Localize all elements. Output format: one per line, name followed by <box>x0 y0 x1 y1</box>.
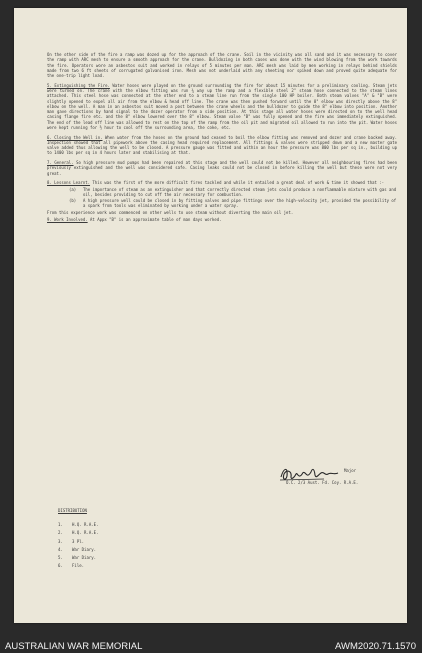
signature-unit: O.C. 2/3 Aust. Fd. Coy. R.A.E. <box>286 480 359 485</box>
caption-source: AUSTRALIAN WAR MEMORIAL <box>5 641 143 652</box>
heading-5: 5. Extinguishing the Fire. <box>47 82 110 88</box>
heading-8: 8. Lessons Learnt. <box>47 180 91 186</box>
document-body <box>47 52 397 227</box>
lesson-b <box>69 198 397 209</box>
list-item: 3. 3 Pl. <box>58 538 85 544</box>
list-item: 6. File. <box>58 563 85 569</box>
lesson-b-label: (b) <box>69 198 77 203</box>
paragraph-7: 7. General. So high pressure mud pumps had been repaired at this stage and the well could not be killed. However all neighbouring fires had been previously extinguished and the well was considered safe. Casing leaks could not be closed in before killing the well but these were not very great. <box>47 160 397 176</box>
list-item: 1. H.Q. R.A.E. <box>58 522 99 527</box>
signature-title: Major <box>344 468 357 473</box>
heading-9: 9. Work Involved. <box>47 216 88 222</box>
list-item: 5. War Diary. <box>58 555 97 561</box>
caption-id: AWM2020.71.1570 <box>335 641 416 652</box>
lesson-a-text: The importance of steam as an extinguisher and that correctly directed steam jets could produce a nonflammable mixture with gas and oil, besides providing to cut off the air necessary for combustion. <box>83 186 397 197</box>
paragraph-5: 5. Extinguishing the Fire. Water hoses were played on the ground surrounding the fire for about 15 minutes for a preliminary cooling. Steam jets were turned on. The crane with the elbow fitting was run ¾ way up the ramp and a flexible steel 2" steam hose connected to the steam lines attached. This steel hose was connected at the other end to a steam line run from the single 100 HP boiler. Both steam valves "A" & "B" were slightly opened to expel all air from the elbow & head off line. The crane was then pushed forward until the 8" elbow was directly above the 8" elbow on the well. A man in an asbestos suit moved a post between the crane wheels and the bulldozer to guide the 8" elbow into position. Another man gave directions by hand signal to the dozer operator from a side position. At this stage all water hoses were directed on to the well head casing flange fire etc. and the 8" elbow lowered over the 8" elbow. Steam valve "B" was fully opened and the fire was immediately extinguished. The end of the lead off line was allowed to rest on the top of the ramp from the oil pit and migrated oil allowed to run into the pit. Water hoses were kept running for ½ hour to cool off the surrounding area, the coke, etc. <box>47 82 397 130</box>
lesson-b-text: A high pressure well could be closed in by fitting valves and pipe fittings over the high-velocity jet, provided the possibility of a spark from tools was eliminated by working under a water spray. <box>83 198 397 209</box>
list-item: 2. H.Q. R.A.E. <box>58 530 99 536</box>
paragraph-9: 9. Work Involved. At Appx "B" is an approximate table of man days worked. <box>47 216 222 222</box>
list-item: 4. War Diary. <box>58 546 97 552</box>
paragraph-experience: From this experience work was commenced on other wells to use steam without diverting the main oil jet. <box>47 209 294 215</box>
lesson-a-label: (a) <box>69 186 77 192</box>
paragraph-8: 8. Lessons Learnt. This was the first of the more difficult fires tackled and while it entailed a great deal of work & time it showed that :- <box>47 180 385 186</box>
lesson-a <box>69 187 397 198</box>
document-page <box>14 8 407 623</box>
heading-7: 7. General. <box>47 160 74 165</box>
distribution-list <box>58 521 99 571</box>
distribution-heading: DISTRIBUTION <box>58 508 87 513</box>
heading-6: 6. Closing the Well in. <box>47 134 103 140</box>
paragraph-6: 6. Closing the Well in. When water from the hoses on the ground had ceased to boil the elbow fitting was removed and dozer and crane backed away. Inspection showed that all pipework above the casing head required replacement. All fittings & valves were stripped down and a new master gate valve added thus allowing the well to be closed. A pressure gauge was fitted and within an hour the pressure was 800 lbs per sq in., building up to 1400 lbs per sq in 4 hours later and stabilising at that. <box>47 134 397 156</box>
paragraph-1: On the other side of the fire a ramp was dozed up for the approach of the crane. Soil in the vicinity was all sand and it was necessary to cover the ramp with ARC mesh to ensure a smooth approach for the crane. Bulldozing in both cases was done with the wind blowing from the work towards the fire. Operators wore an asbestos suit and worked in relays of 5 minutes per man. ARC mesh was laid by men working in relays behind shields made from two 6 ft sheets of corrugated galvanised iron. Mesh was not underlaid with any sheeting nor spiked down and proved quite adequate for the one-trip light load. <box>47 52 397 78</box>
